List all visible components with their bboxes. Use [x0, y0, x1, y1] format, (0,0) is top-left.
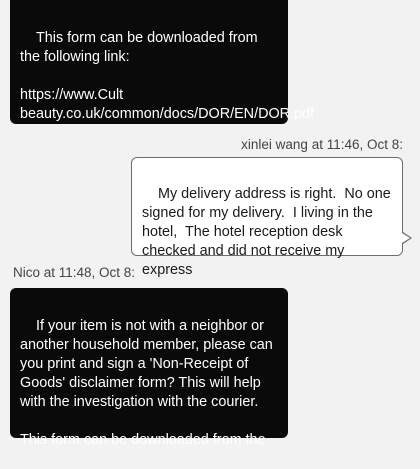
user-bubble-tail-inner [402, 233, 410, 243]
agent-message-bubble [10, 0, 315, 124]
agent-message-bubble [10, 288, 288, 448]
user-message-bubble [131, 157, 403, 278]
user-message-meta: xinlei wang at 11:46, Oct 8: [241, 137, 403, 152]
agent-message-meta: Nico at 11:48, Oct 8: [13, 265, 136, 280]
agent-message-text: This form can be downloaded from the following link: https://www.Cult beauty.co.uk/common/docs/DOR/EN/DOR.pdf [20, 30, 315, 122]
user-message-text: My delivery address is right. No one signed for my delivery. I living in the hotel, The hotel reception desk checked and did not receive my express [142, 186, 395, 278]
agent-message-text: If your item is not with a neighbor or another household member, please can you print and sign a 'Non-Receipt of Goods' disclaimer form? This will help with the investigation with the courier. This form can be downloaded from the [20, 318, 273, 448]
